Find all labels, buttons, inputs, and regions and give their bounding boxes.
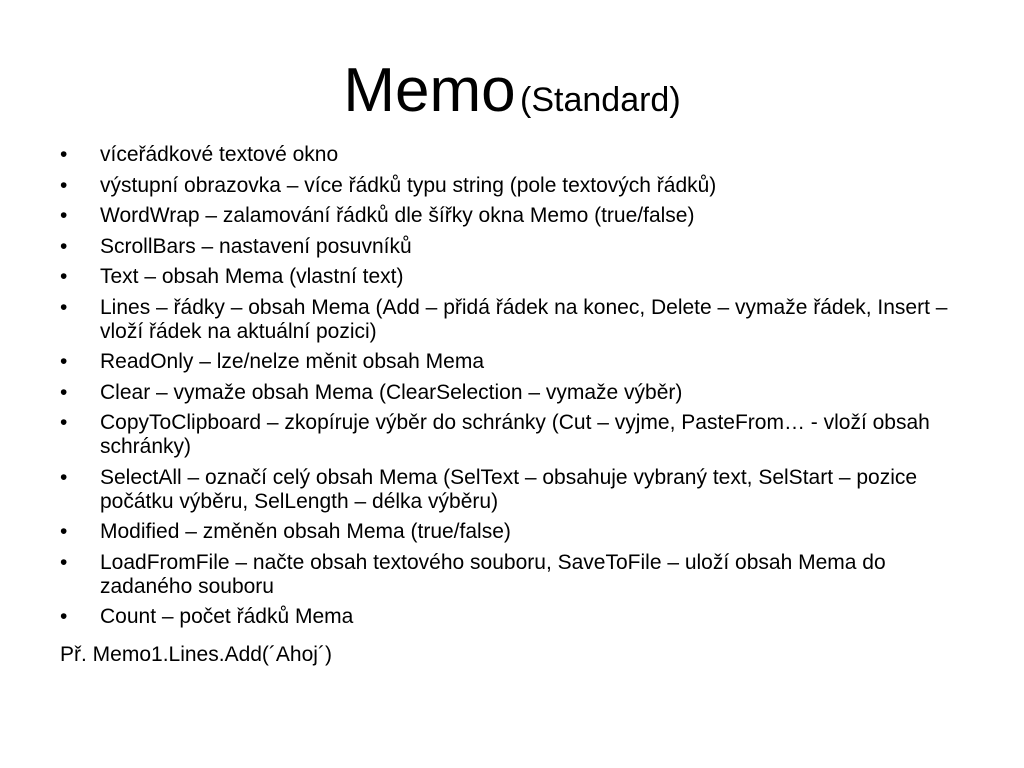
- bullet-dot-icon: •: [60, 520, 68, 543]
- bullet-text: Modified – změněn obsah Mema (true/false): [100, 520, 511, 543]
- bullet-text: LoadFromFile – načte obsah textového souboru, SaveToFile – uloží obsah Mema do zadaného souboru: [100, 550, 886, 598]
- bullet-item: [60, 143, 980, 167]
- bullet-dot-icon: •: [60, 605, 68, 628]
- bullet-text: víceřádkové textové okno: [100, 143, 339, 166]
- bullet-dot-icon: •: [60, 350, 68, 373]
- bullet-text: CopyToClipboard – zkopíruje výběr do schránky (Cut – vyjme, PasteFrom… - vloží obsah schránky): [100, 411, 930, 458]
- bullet-text: ReadOnly – lze/nelze měnit obsah Mema: [100, 350, 485, 373]
- bullet-dot-icon: •: [60, 465, 68, 489]
- bullet-text: Clear – vymaže obsah Mema (ClearSelection – vymaže výběr): [100, 380, 683, 404]
- bullet-list: [60, 143, 980, 636]
- bullet-item: [60, 381, 980, 405]
- bullet-item: [60, 174, 980, 198]
- bullet-dot-icon: •: [60, 204, 68, 227]
- example-code-line: Př. Memo1.Lines.Add(´Ahoj´): [60, 643, 332, 666]
- bullet-dot-icon: •: [60, 380, 68, 404]
- bullet-item: [60, 204, 980, 228]
- slide-title: [0, 56, 1024, 125]
- title-subtitle: (Standard): [520, 81, 681, 119]
- bullet-dot-icon: •: [60, 411, 68, 434]
- bullet-dot-icon: •: [60, 550, 68, 574]
- bullet-dot-icon: •: [60, 234, 68, 258]
- bullet-item: [60, 235, 980, 259]
- bullet-dot-icon: •: [60, 265, 68, 288]
- bullet-item: [60, 551, 980, 599]
- bullet-text: SelectAll – označí celý obsah Mema (SelText – obsahuje vybraný text, SelStart – pozice počátku výběru, SelLength – délka výběru): [100, 465, 918, 513]
- title-main: Memo: [343, 56, 516, 125]
- bullet-dot-icon: •: [60, 173, 68, 197]
- bullet-item: [60, 296, 980, 344]
- bullet-item: [60, 350, 980, 374]
- bullet-text: Lines – řádky – obsah Mema (Add – přidá řádek na konec, Delete – vymaže řádek, Insert – vloží řádek na aktuální pozici): [100, 295, 948, 343]
- bullet-text: Count – počet řádků Mema: [100, 605, 354, 628]
- bullet-item: [60, 265, 980, 289]
- bullet-dot-icon: •: [60, 295, 68, 319]
- bullet-dot-icon: •: [60, 143, 68, 166]
- bullet-text: Text – obsah Mema (vlastní text): [100, 265, 404, 288]
- bullet-item: [60, 605, 980, 629]
- bullet-text: WordWrap – zalamování řádků dle šířky okna Memo (true/false): [100, 204, 695, 227]
- bullet-item: [60, 520, 980, 544]
- bullet-item: [60, 466, 980, 514]
- bullet-text: ScrollBars – nastavení posuvníků: [100, 234, 412, 258]
- bullet-text: výstupní obrazovka – více řádků typu string (pole textových řádků): [100, 173, 717, 197]
- bullet-item: [60, 411, 980, 459]
